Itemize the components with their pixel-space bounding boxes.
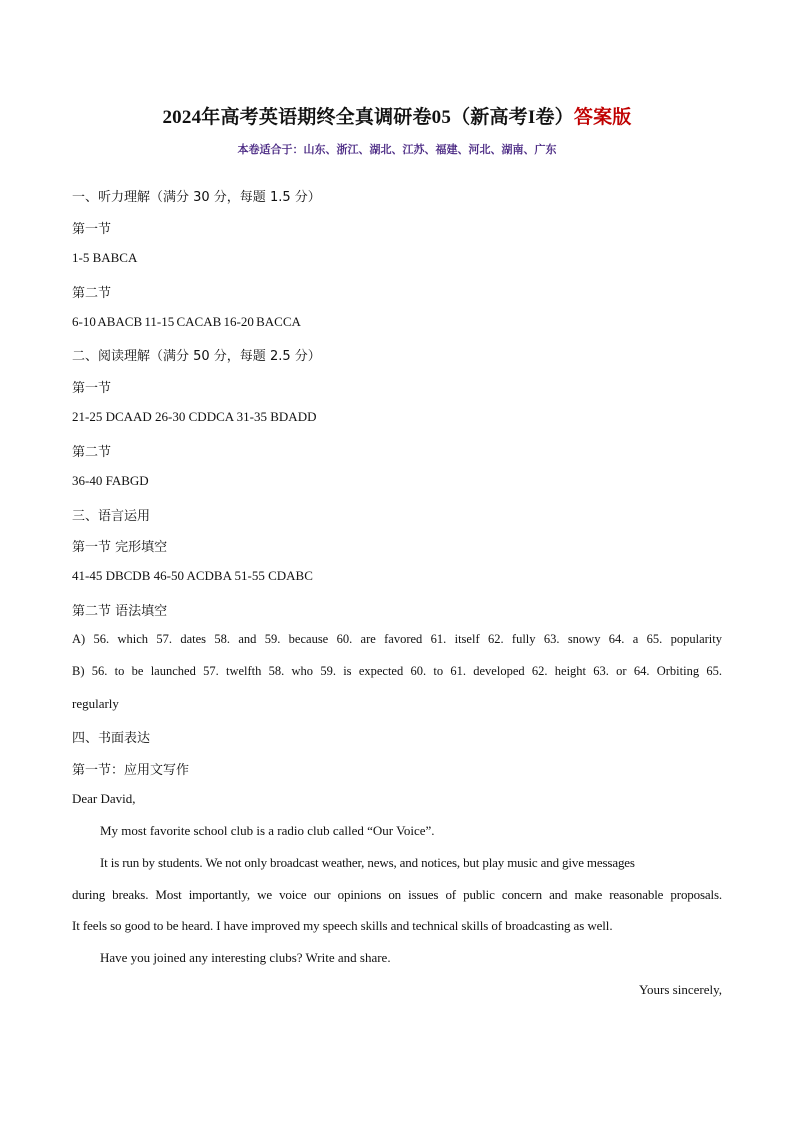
cloze-answers: 41-45 DBCDB 46-50 ACDBA 51-55 CDABC [72, 568, 313, 583]
applicable-regions [0, 141, 794, 157]
section-language-header: 三、语言运用 [72, 509, 151, 524]
letter-paragraph-2-line-3: It feels so good to be heard. I have improved my speech skills and technical skills of broadcasting as well. [72, 918, 613, 933]
section-reading-part2: 第二节 [72, 445, 112, 460]
letter-paragraph-2-line-1: It is run by students. We not only broadcast weather, news, and notices, but play music and give messages [100, 855, 635, 870]
grammar-answers-a: A) 56. which 57. dates 58. and 59. because 60. are favored 61. itself 62. fully 63. snowy 64. a 65. popularity [72, 632, 722, 646]
letter-paragraph-3: Have you joined any interesting clubs? Write and share. [100, 950, 391, 965]
listening-part2-answers: 6-10 ABACB 11-15 CACAB 16-20 BACCA [72, 314, 301, 329]
section-writing-header: 四、书面表达 [72, 731, 151, 746]
section-reading-part1: 第一节 [72, 381, 112, 396]
title-highlight: 答案版 [573, 107, 632, 128]
section-grammar-fill: 第二节 语法填空 [72, 604, 168, 619]
section-reading-header: 二、阅读理解（满分 50 分，每题 2.5 分） [72, 349, 321, 364]
grammar-answers-b: B) 56. to be launched 57. twelfth 58. who 59. is expected 60. to 61. developed 62. height 63. or 64. Orbiting 65. [72, 664, 722, 678]
letter-paragraph-2-line-2: during breaks. Most importantly, we voice our opinions on issues of public concern and make reasonable proposals. [72, 887, 722, 902]
reading-part1-answers: 21-25 DCAAD 26-30 CDDCA 31-35 BDADD [72, 409, 317, 424]
reading-part2-answers: 36-40 FABGD [72, 473, 149, 488]
letter-paragraph-1: My most favorite school club is a radio club called “Our Voice”. [100, 823, 435, 838]
section-cloze: 第一节 完形填空 [72, 540, 168, 555]
section-listening-part1: 第一节 [72, 222, 112, 237]
listening-part1-answers: 1-5 BABCA [72, 250, 138, 265]
section-practical-writing: 第一节：应用文写作 [72, 763, 190, 778]
grammar-answers-b-cont: regularly [72, 696, 119, 711]
section-listening-header: 一、听力理解（满分 30 分，每题 1.5 分） [72, 190, 321, 205]
section-listening-part2: 第二节 [72, 286, 112, 301]
page-title [0, 102, 794, 129]
letter-closing: Yours sincerely, [638, 982, 722, 997]
title-main: 2024年高考英语期终全真调研卷05（新高考I卷） [162, 107, 574, 128]
regions-label: 本卷适合于： [237, 143, 304, 156]
regions-list: 山东、浙江、湖北、江苏、福建、河北、湖南、广东 [303, 143, 557, 156]
letter-greeting: Dear David, [72, 791, 136, 806]
